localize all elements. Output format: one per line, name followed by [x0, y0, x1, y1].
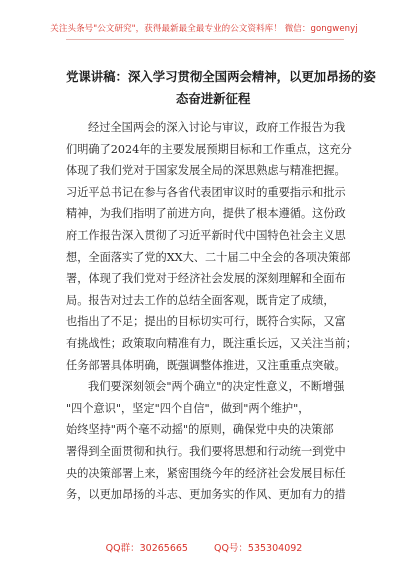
body-line: "四个意识"，坚定"四个自信"，做到"两个维护"，	[66, 401, 310, 415]
header-divider	[66, 39, 344, 40]
document-title	[66, 66, 376, 110]
body-line: 央的决策部署上来，紧密围绕今年的经济社会发展目标任	[66, 466, 346, 480]
header-banner: 关注头条号"公文研究"，获得最新最全最专业的公文资料库！ 微信：gongwenyj	[50, 24, 358, 34]
body-line: 精神，为我们指明了前进方向，提供了根本遵循。这份政	[66, 207, 346, 221]
body-line: 务，以更加昂扬的斗志、更加务实的作风、更加有力的措	[66, 488, 346, 502]
footer-contact	[0, 540, 408, 554]
title-line-1: 党课讲稿：深入学习贯彻全国两会精神，以更加昂扬的姿	[66, 69, 376, 84]
qq-group-number: QQ群：30265665	[105, 543, 188, 554]
body-line: 们明确了2024年的主要发展预期目标和工作重点，这充分	[66, 142, 352, 156]
body-line: 习近平总书记在参与各省代表团审议时的重要指示和批示	[66, 185, 346, 199]
body-line: 经过全国两会的深入讨论与审议，政府工作报告为我	[88, 121, 346, 134]
body-line: 有挑战性；政策取向精准有力，既注重长远，又关注当前；	[66, 336, 357, 350]
body-line: 署得到全面贯彻和执行。我们要将思想和行动统一到党中	[66, 444, 346, 458]
title-line-2: 态奋进新征程	[176, 91, 251, 106]
body-line: 也指出了不足；提出的目标切实可行，既符合实际，又富	[66, 315, 346, 329]
body-line: 始终坚持"两个毫不动摇"的原则，确保党中央的决策部	[66, 423, 334, 437]
body-paragraphs	[66, 117, 357, 506]
body-line: 任务部署具体明确，既强调整体推进，又注重重点突破。	[66, 358, 346, 372]
body-line: 署，体现了我们党对于经济社会发展的深刻理解和全面布	[66, 272, 346, 286]
body-line: 我们要深刻领会"两个确立"的决定性意义，不断增强	[88, 380, 345, 394]
body-line: 局。报告对过去工作的总结全面客观，既肯定了成绩，	[66, 293, 335, 307]
qq-account-number: QQ号：535304092	[213, 543, 303, 554]
body-line: 府工作报告深入贯彻了习近平新时代中国特色社会主义思	[66, 228, 346, 242]
body-line: 体现了我们党对于国家发展全局的深思熟虑与精准把握。	[66, 164, 346, 178]
body-line: 想，全面落实了党的XX大、二十届二中全会的各项决策部	[66, 250, 351, 264]
